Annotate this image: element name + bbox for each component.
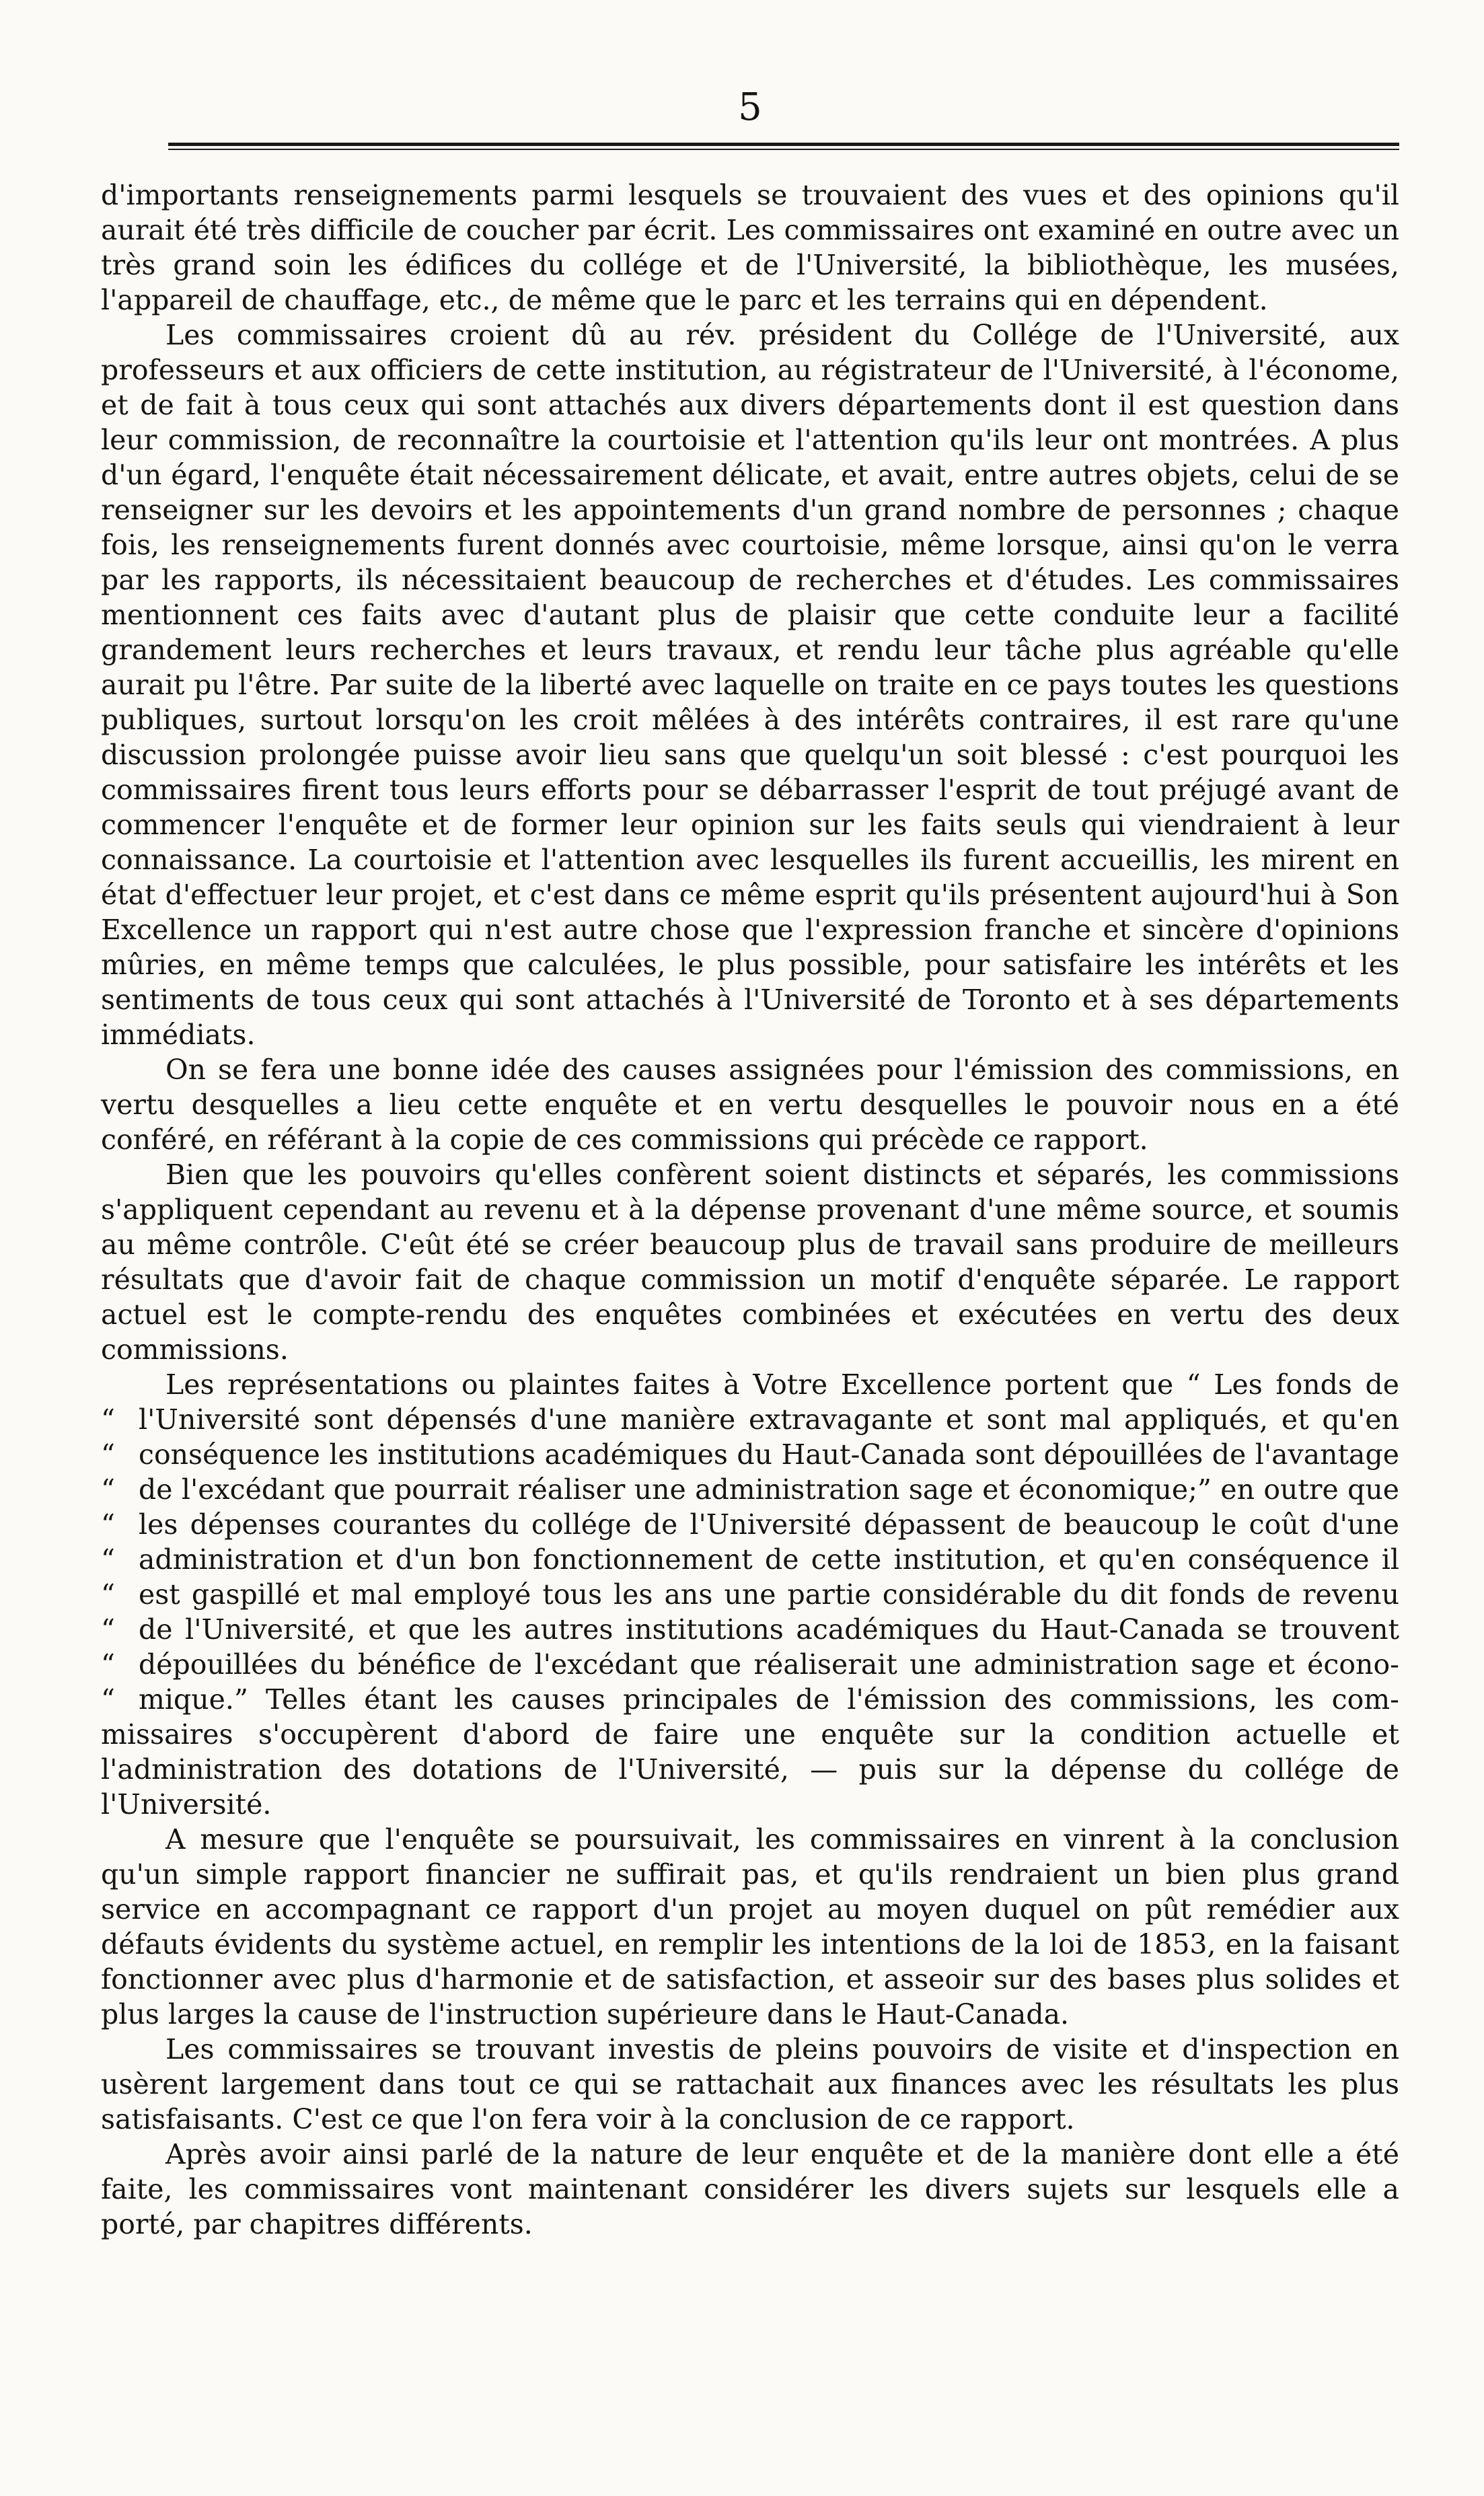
quote-line-text: administration et d'un bon fonctionnement de cette institution, et qu'en conséquence il <box>139 1543 1399 1576</box>
quote-mark: “ <box>101 1473 115 1506</box>
complaints-quote <box>101 1367 1399 1822</box>
quote-line <box>101 1507 1399 1542</box>
header-rule-thick <box>168 143 1399 146</box>
quote-line-text: mique.” Telles étant les causes principales de l'émission des commissions, les com- <box>139 1683 1399 1716</box>
quote-line-text: est gaspillé et mal employé tous les ans une partie considérable du dit fonds de revenu <box>139 1578 1399 1611</box>
quote-mark: “ <box>101 1578 115 1611</box>
quote-mark: “ <box>101 1403 115 1436</box>
quote-line-text: de l'Université, et que les autres institutions académiques du Haut-Canada se trouvent <box>139 1613 1399 1646</box>
paragraph-chapters: Après avoir ainsi parlé de la nature de leur enquête et de la manière dont elle a été faite, les commissaires vont maintenant considérer les divers sujets sur lesquels elle a porté, par chapitres différents. <box>101 2138 1399 2240</box>
quote-line-text: les dépenses courantes du collége de l'Université dépassent de beaucoup le coût d'une <box>139 1508 1399 1541</box>
quote-mark: “ <box>101 1508 115 1541</box>
paragraph-powers: Bien que les pouvoirs qu'elles confèrent soient distincts et séparés, les commissions s'appliquent cependant au revenu et à la dépense provenant d'une même source, et soumis au même contrôle. C'eût été se créer beaucoup plus de travail sans produire de meilleurs résultats que d'avoir fait de chaque commission un motif d'enquête séparée. Le rapport actuel est le compte-rendu des enquêtes combinées et exécutées en vertu des deux commissions. <box>101 1159 1399 1366</box>
document-page <box>101 87 1399 2242</box>
quote-line <box>101 1402 1399 1437</box>
quote-tail: missaires s'occupèrent d'abord de faire une enquête sur la condition actuelle et l'administration des dotations de l'Université, — puis sur la dépense du collége de l'Université. <box>101 1718 1399 1821</box>
quote-mark: “ <box>101 1543 115 1576</box>
page-number: 5 <box>738 85 762 129</box>
quote-mark: “ <box>101 1613 115 1646</box>
paragraph-conclusion-project: A mesure que l'enquête se poursuivait, les commissaires en vinrent à la conclusion qu'un simple rapport financier ne suffirait pas, et qu'ils rendraient un bien plus grand service en accompagnant ce rapport d'un projet au moyen duquel on pût remédier aux défauts évidents du système actuel, en remplir les intentions de la loi de 1853, en la faisant fonctionner avec plus d'harmonie et de satisfaction, et asseoir sur des bases plus solides et plus larges la cause de l'instruction supérieure dans le Haut-Canada. <box>101 1823 1399 2030</box>
quote-line <box>101 1437 1399 1472</box>
quote-mark: “ <box>101 1683 115 1716</box>
paragraph-commissions-cause: On se fera une bonne idée des causes assignées pour l'émission des commissions, en vertu desquelles a lieu cette enquête et en vertu desquelles le pouvoir nous en a été conféré, en référant à la copie de ces commissions qui précède ce rapport. <box>101 1054 1399 1156</box>
quote-line <box>101 1542 1399 1577</box>
quote-line <box>101 1577 1399 1612</box>
paragraph-continuation: d'importants renseignements parmi lesquels se trouvaient des vues et des opinions qu'il aurait été très difficile de coucher par écrit. Les commissaires ont examiné en outre avec un très grand soin les édifices du collége et de l'Université, la bibliothèque, les musées, l'appareil de chauffage, etc., de même que le parc et les terrains qui en dépendent. <box>101 179 1399 316</box>
quote-line <box>101 1472 1399 1507</box>
header-rule-thin <box>168 149 1399 150</box>
quote-mark: “ <box>101 1648 115 1681</box>
quote-line <box>101 1647 1399 1682</box>
paragraph-courtesy: Les commissaires croient dû au rév. président du Collége de l'Université, aux professeurs et aux officiers de cette institution, au régistrateur de l'Université, à l'économe, et de fait à tous ceux qui sont attachés aux divers départements dont il est question dans leur commission, de reconnaître la courtoisie et l'attention qu'ils leur ont montrées. A plus d'un égard, l'enquête était nécessairement délicate, et avait, entre autres objets, celui de se renseigner sur les devoirs et les appointements d'un grand nombre de personnes ; chaque fois, les renseignements furent donnés avec courtoisie, même lorsque, ainsi qu'on le verra par les rapports, ils nécessitaient beaucoup de recherches et d'études. Les commissaires mentionnent ces faits avec d'autant plus de plaisir que cette conduite leur a facilité grandement leurs recherches et leurs travaux, et rendu leur tâche plus agréable qu'elle aurait pu l'être. Par suite de la liberté avec laquelle on traite en ce pays toutes les questions publiques, surtout lorsqu'on les croit mêlées à des intérêts contraires, il est rare qu'une discussion prolongée puisse avoir lieu sans que quelqu'un soit blessé : c'est pourquoi les commissaires firent tous leurs efforts pour se débarrasser l'esprit de tout préjugé avant de commencer l'enquête et de former leur opinion sur les faits seuls qui viendraient à leur connaissance. La courtoisie et l'attention avec lesquelles ils furent accueillis, les mirent en état d'effectuer leur projet, et c'est dans ce même esprit qu'ils présentent aujourd'hui à Son Excellence un rapport qui n'est autre chose que l'expression franche et sincère d'opinions mûries, en même temps que calculées, le plus possible, pour satisfaire les intérêts et les sentiments de tous ceux qui sont attachés à l'Université de Toronto et à ses départements immédiats. <box>101 319 1399 1051</box>
quote-line-text: l'Université sont dépensés d'une manière extravagante et sont mal appliqués, et qu'en <box>139 1403 1399 1436</box>
quote-line-text: conséquence les institutions académiques du Haut-Canada sont dépouillées de l'avantage <box>139 1438 1399 1471</box>
quote-line-text: dépouillées du bénéfice de l'excédant que réaliserait une administration sage et écono- <box>139 1648 1399 1681</box>
header-rule <box>168 143 1399 151</box>
quote-mark: “ <box>101 1438 115 1471</box>
quote-line <box>101 1612 1399 1647</box>
quote-line-text: de l'excédant que pourrait réaliser une administration sage et économique;” en outre que <box>139 1473 1399 1506</box>
quote-intro: Les représentations ou plaintes faites à Votre Excellence portent que “ Les fonds de <box>165 1368 1399 1401</box>
paragraph-inspection-powers: Les commissaires se trouvant investis de pleins pouvoirs de visite et d'inspection en usèrent largement dans tout ce qui se rattachait aux finances avec les résultats les plus satisfaisants. C'est ce que l'on fera voir à la conclusion de ce rapport. <box>101 2033 1399 2135</box>
quote-line <box>101 1682 1399 1717</box>
